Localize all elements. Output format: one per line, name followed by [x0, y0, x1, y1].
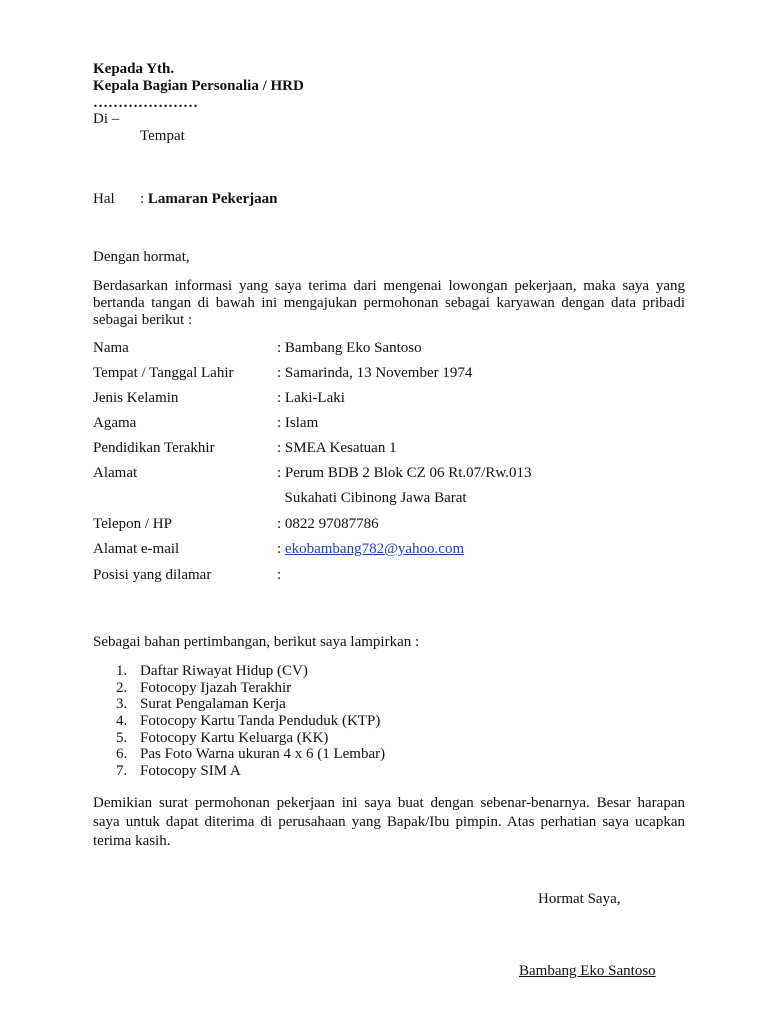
list-text: Fotocopy Kartu Tanda Penduduk (KTP): [140, 713, 381, 730]
data-value: : Laki-Laki: [277, 390, 345, 406]
list-text: Pas Foto Warna ukuran 4 x 6 (1 Lembar): [140, 746, 386, 763]
data-label: Agama: [93, 415, 137, 431]
closing-line: terima kasih.: [93, 833, 171, 849]
intro-line: Berdasarkan informasi yang saya terima dari mengenai lowongan pekerjaan, maka saya yang: [93, 278, 685, 294]
signoff: Hormat Saya,: [538, 891, 621, 907]
data-label: Alamat e-mail: [93, 541, 180, 557]
intro-line: bertanda tangan di bawah ini mengajukan permohonan sebagai karyawan dengan data pribadi: [93, 295, 685, 311]
list-number: 2.: [116, 679, 128, 696]
list-text: Fotocopy Kartu Keluarga (KK): [140, 729, 329, 746]
data-value: : Bambang Eko Santoso: [277, 340, 422, 356]
list-number: 1.: [116, 663, 128, 679]
intro-paragraph: [93, 278, 685, 329]
list-text: Fotocopy SIM A: [140, 763, 241, 780]
list-number: 3.: [116, 696, 128, 713]
data-label: Pendidikan Terakhir: [93, 440, 215, 456]
list-text: Surat Pengalaman Kerja: [140, 696, 286, 713]
subject-line: [140, 191, 278, 208]
data-label: Posisi yang dilamar: [93, 567, 212, 583]
list-text: Daftar Riwayat Hidup (CV): [140, 663, 308, 679]
subject-value: Lamaran Pekerjaan: [147, 191, 278, 207]
recipient-tempat: Tempat: [140, 128, 185, 144]
attachments-intro: Sebagai bahan pertimbangan, berikut saya lampirkan :: [93, 634, 420, 650]
subject-label: Hal: [93, 191, 115, 207]
subject-separator: :: [140, 191, 145, 207]
recipient-line-1: Kepada Yth.: [93, 61, 175, 77]
email-link[interactable]: ekobambang782@yahoo.com: [284, 541, 465, 557]
data-value-wrap: [277, 539, 464, 559]
list-number: 5.: [116, 729, 128, 746]
closing-line: saya untuk dapat diterima di perusahaan yang Bapak/Ibu pimpin. Atas perhatian saya ucapkan: [93, 814, 685, 830]
intro-line: sebagai berikut :: [93, 312, 193, 328]
closing-line: Demikian surat permohonan pekerjaan ini saya buat dengan sebenar-benarnya. Besar harapan: [93, 795, 685, 811]
list-number: 6.: [116, 746, 128, 763]
list-number: 7.: [116, 763, 128, 780]
data-value: Sukahati Cibinong Jawa Barat: [277, 490, 467, 506]
data-value: : 0822 97087786: [277, 516, 379, 532]
list-text: Fotocopy Ijazah Terakhir: [140, 679, 292, 696]
data-label: Nama: [93, 340, 129, 356]
data-value: : Samarinda, 13 November 1974: [277, 365, 473, 381]
data-value: :: [277, 567, 282, 583]
data-label: Tempat / Tanggal Lahir: [93, 365, 234, 381]
recipient-line-2: Kepala Bagian Personalia / HRD: [93, 78, 304, 94]
data-value: : SMEA Kesatuan 1: [277, 440, 397, 456]
data-value: : Perum BDB 2 Blok CZ 06 Rt.07/Rw.013: [277, 465, 532, 481]
data-label: Telepon / HP: [93, 516, 172, 532]
data-label: Alamat: [93, 465, 138, 481]
data-value: :: [277, 541, 285, 557]
greeting: Dengan hormat,: [93, 249, 190, 265]
data-label: Jenis Kelamin: [93, 390, 179, 406]
recipient-di: Di –: [93, 111, 120, 127]
recipient-dots: …………………: [93, 95, 198, 111]
signature-name: Bambang Eko Santoso: [519, 963, 656, 979]
data-value: : Islam: [277, 415, 319, 431]
list-number: 4.: [116, 713, 128, 730]
closing-paragraph: [93, 794, 685, 851]
